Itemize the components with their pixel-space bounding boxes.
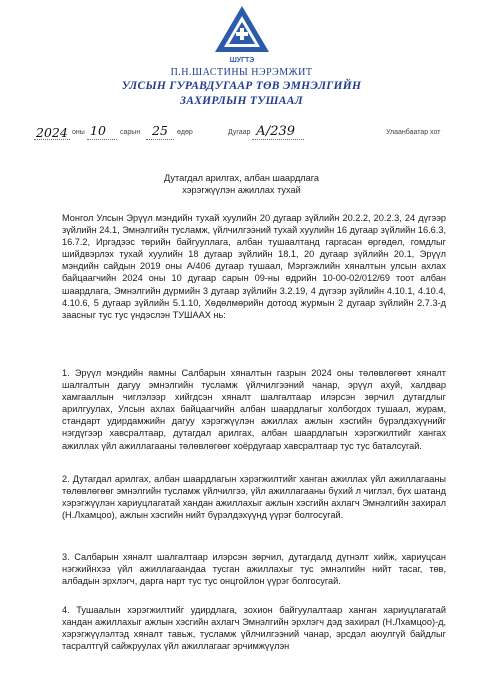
logo-text: ШУГТЭ (229, 57, 255, 64)
day-suffix: өдөр (177, 129, 193, 136)
doc-type: ЗАХИРЛЫН ТУШААЛ (180, 95, 303, 107)
doc-title-line2: хэрэгжүүлэн ажиллах тухай (182, 185, 301, 195)
date-day: 25 (152, 123, 168, 138)
order-number: А/239 (256, 124, 296, 139)
day-underline (146, 139, 174, 140)
doc-title-line1: Дутагдал арилгах, албан шаардлага (163, 173, 320, 183)
org-line: П.Н.ШАСТИНЫ НЭРЭМЖИТ (170, 67, 313, 78)
month-underline (87, 139, 117, 140)
hospital-logo (211, 2, 273, 66)
paragraph-3: 3. Салбарын хяналт шалгалтаар илэрсэн зөрчил, дутагдалд дүгнэлт хийж, хариуцсан нэгжийнхээ үйл ажиллагаандаа тусган ажиллахыг тус эмнэлгийн нийт тасаг, төв, албадын эрхлэгч, дарга нарт тус тус онцгойлон үүрэг болгосугай. (62, 552, 446, 587)
paragraph-2: 2. Дутагдал арилгах, албан шаардлагын хэрэгжилтийг ханган ажиллах үйл ажиллагааны төлөвлөгөөг эмнэлгийн тусламж үйлчилгээ, үйл ажиллагааны бүхий л чиглэл, бүх шатанд хэрэгжүүлэн хариуцлагатай хандан ажиллахыг ажлын хэсгийн ахлагч Эмнэлгийн захирал (Н.Лхамцоо), ажлын хэсгийн нийт бүрэлдэхүүнд үүрэг болгосугай. (62, 474, 446, 521)
paragraph-4: 4. Тушаалын хэрэгжилтийг удирдлага, зохион байгуулалтаар ханган хариуцлагатай хандан ажиллахыг ажлын хэсгийн ахлагч Эмнэлгийн эрхлэгч дэд захирал (Н.Лхамцоо)-д, хэрэгжүүлэлтэд хяналт тавьж, тусламж үйлчилгээний чанар, эрсдэл аюулгүй байдлыг тасралтгүй сайжруулах үйл ажиллагааг эрчимжүүлэн (62, 605, 446, 652)
org-name: УЛСЫН ГУРАВДУГААР ТӨВ ЭМНЭЛГИЙН (121, 80, 362, 92)
date-month: 10 (90, 123, 106, 138)
city: Улаанбаатар хот (386, 129, 441, 136)
number-prefix: Дугаар (228, 129, 251, 136)
date-year: 2024 (36, 125, 68, 140)
month-suffix: сарын (120, 129, 141, 136)
preamble: Монгол Улсын Эрүүл мэндийн тухай хуулийн 20 дугаар зүйлийн 20.2.2, 20.2.3, 24 дүгээр зүйлийн 24.1, Эмнэлгийн тусламж, үйлчилгээний тухай хуулийн 16 дугаар зүйлийн 16.6.3, 16.7.2, Иргэдээс төрийн байгууллага, албан тушаалтанд гаргасан өргөдөл, гомдлыг шийдвэрлэх тухай хуулийн 18 дугаар зүйлийн 18.1, 20 дугаар зүйлийн 20.1, Эрүүл мэндийн сайдын 2019 оны А/406 дугаар тушаал, Мэргэжлийн хяналтын улсын ахлах байцаагчийн 2024 оны 10 дугаар сарын 09-ны өдрийн 10-00-02/012/69 тоот албан шаардлага, Эмнэлгийн дүрмийн 3 дугаар зүйлийн 3.2.19, 4 дүгээр зүйлийн 4.10.1, 4.10.4, 4.10.6, 5 дугаар зүйлийн 5.1.10, Хөдөлмөрийн дотоод журмын 2 дугаар зүйлийн 2.7.3-д заасныг тус тус үндэслэн ТУШААХ нь: (62, 213, 446, 320)
year-underline (34, 139, 70, 140)
number-underline (252, 139, 304, 140)
year-suffix: оны (72, 129, 85, 136)
paragraph-1: 1. Эрүүл мэндийн яамны Салбарын хяналтын газрын 2024 оны төлөвлөгөөт хяналт шалгалтын дагуу эмнэлгийн тусламж үйлчилгээний чанар, эрүүл ахуй, халдвар хамгааллын чиглэлээр хийгдсэн хяналт шалгалтаар илэрсэн зөрчил дутагдлыг арилгуулах, Улсын ахлах байцаагчийн албан шаардлагыг холбогдох тушаал, журам, стандарт удирдамжийн дагуу хэрэгжүүлэн ажиллах ажлын хэсгийн бүрэлдэхүүнийг нэгдүгээр хавсралтаар, дутагдал арилгах, албан шаардлагын хэрэгжилтийг хангах ажиллах үйл ажиллагааны төлөвлөгөөг хоёрдугаар хавсралтаар тус тус баталсугай. (62, 368, 446, 451)
